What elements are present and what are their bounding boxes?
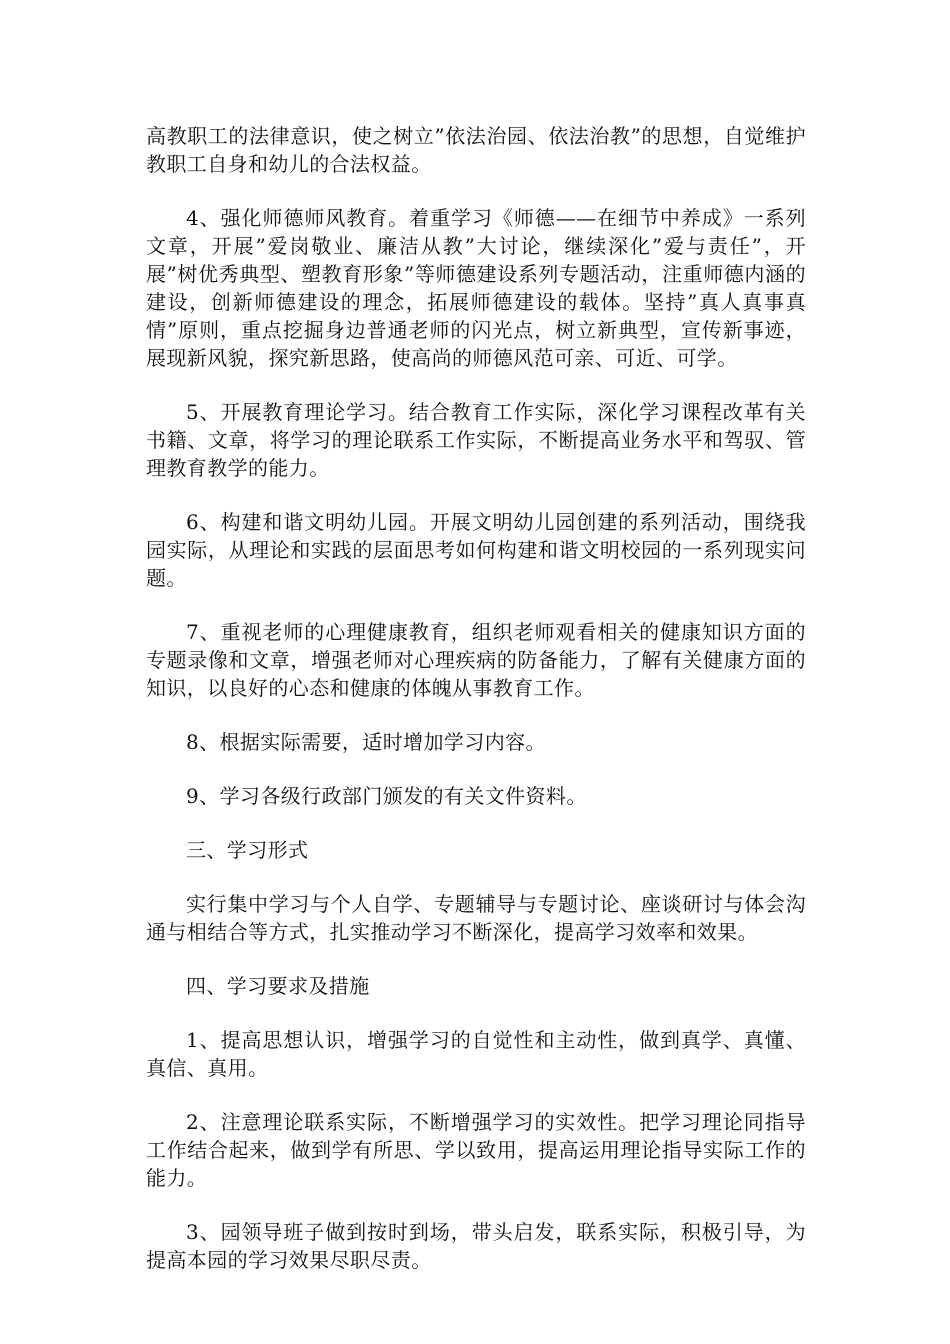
section-heading-requirements: 四、学习要求及措施	[186, 974, 370, 998]
paragraph-item-7: 7、重视老师的心理健康教育，组织老师观看相关的健康知识方面的专题录像和文章，增强老师对心理疾病的防备能力，了解有关健康方面的知识，以良好的心态和健康的体魄从事教育工作。	[146, 620, 806, 700]
paragraph-item-5: 5、开展教育理论学习。结合教育工作实际，深化学习课程改革有关书籍、文章，将学习的理论联系工作实际，不断提高业务水平和驾驭、管理教育教学的能力。	[146, 400, 806, 480]
paragraph-requirement-2: 2、注意理论联系实际，不断增强学习的实效性。把学习理论同指导工作结合起来，做到学有所思、学以致用，提高运用理论指导实际工作的能力。	[146, 1110, 806, 1190]
paragraph-study-form: 实行集中学习与个人自学、专题辅导与专题讨论、座谈研讨与体会沟通与相结合等方式，扎实推动学习不断深化，提高学习效率和效果。	[146, 892, 806, 944]
paragraph-item-6: 6、构建和谐文明幼儿园。开展文明幼儿园创建的系列活动，围绕我园实际，从理论和实践的层面思考如何构建和谐文明校园的一系列现实问题。	[146, 510, 806, 590]
paragraph-requirement-1: 1、提高思想认识，增强学习的自觉性和主动性，做到真学、真懂、真信、真用。	[146, 1028, 806, 1080]
paragraph-continuation: 高教职工的法律意识，使之树立”依法治园、依法治教”的思想，自觉维护教职工自身和幼儿的合法权益。	[146, 124, 806, 176]
document-body	[146, 122, 806, 1300]
section-heading-study-form: 三、学习形式	[186, 838, 309, 862]
paragraph-requirement-3: 3、园领导班子做到按时到场，带头启发，联系实际，积极引导，为提高本园的学习效果尽职尽责。	[146, 1220, 806, 1272]
paragraph-item-8: 8、根据实际需要，适时增加学习内容。	[186, 730, 546, 754]
paragraph-item-9: 9、学习各级行政部门颁发的有关文件资料。	[186, 784, 587, 808]
paragraph-item-4: 4、强化师德师风教育。着重学习《师德——在细节中养成》一系列文章，开展”爱岗敬业、廉洁从教”大讨论，继续深化”爱与责任”，开展”树优秀典型、塑教育形象”等师德建设系列专题活动，注重师德内涵的建设，创新师德建设的理念，拓展师德建设的载体。坚持”真人真事真情”原则，重点挖掘身边普通老师的闪光点，树立新典型，宣传新事迹，展现新风貌，探究新思路，使高尚的师德风范可亲、可近、可学。	[146, 206, 806, 370]
